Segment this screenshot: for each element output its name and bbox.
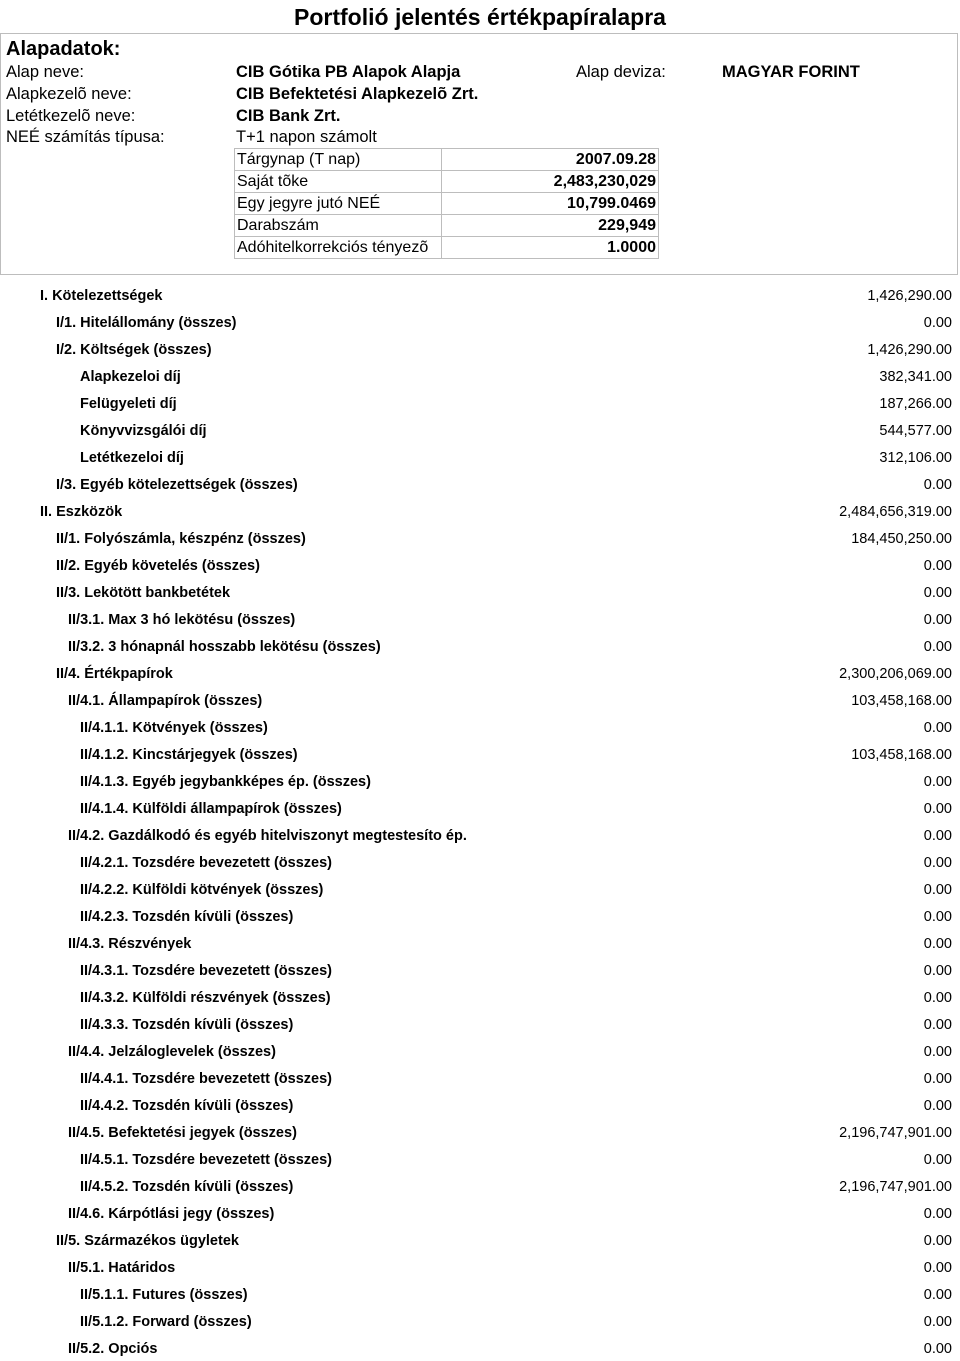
list-item [56, 1229, 952, 1253]
list-item [80, 905, 952, 929]
list-item [80, 1175, 952, 1199]
fund-name-label: Alap neve: [6, 63, 84, 81]
row-label: II/4.3.1. Tozsdére bevezetett (összes) [80, 963, 332, 979]
table-cell-label: Egy jegyre jutó NEÉ [235, 193, 442, 215]
row-label: II/4.5.2. Tozsdén kívüli (összes) [80, 1179, 294, 1195]
row-label: II/4.5. Befektetési jegyek (összes) [68, 1125, 297, 1141]
table-row [235, 215, 659, 237]
row-value: 0.00 [923, 1314, 952, 1330]
list-item [56, 581, 952, 605]
row-label: II/4.1.4. Külföldi állampapírok (összes) [80, 801, 342, 817]
row-label: II/4.2.1. Tozsdére bevezetett (összes) [80, 855, 332, 871]
row-label: II/4.3.3. Tozsdén kívüli (összes) [80, 1017, 294, 1033]
list-item [80, 1013, 952, 1037]
row-value: 2,196,747,901.00 [839, 1179, 952, 1195]
list-item [80, 1148, 952, 1172]
list-item [68, 635, 952, 659]
table-cell-value: 1.0000 [442, 237, 659, 259]
row-value: 187,266.00 [879, 396, 952, 412]
list-item [80, 851, 952, 875]
list-item [68, 1337, 952, 1361]
list-item [56, 554, 952, 578]
row-label: I. Kötelezettségek [40, 288, 163, 304]
row-value: 2,196,747,901.00 [839, 1125, 952, 1141]
row-label: II/3.2. 3 hónapnál hosszabb lekötésu (összes) [68, 639, 381, 655]
table-cell-value: 229,949 [442, 215, 659, 237]
list-item [80, 986, 952, 1010]
row-label: II/4.3. Részvények [68, 936, 192, 952]
nav-type-value: T+1 napon számolt [236, 128, 377, 146]
row-value: 382,341.00 [879, 369, 952, 385]
list-item [80, 959, 952, 983]
row-value: 0.00 [923, 720, 952, 736]
list-item [68, 1121, 952, 1145]
row-value: 0.00 [923, 1044, 952, 1060]
row-value: 0.00 [923, 855, 952, 871]
row-label: I/1. Hitelállomány (összes) [56, 315, 237, 331]
table-row [235, 237, 659, 259]
row-label: Alapkezeloi díj [80, 369, 181, 385]
list-item [40, 500, 952, 524]
list-item [68, 1202, 952, 1226]
table-cell-value: 10,799.0469 [442, 193, 659, 215]
fund-name-value: CIB Gótika PB Alapok Alapja [236, 63, 461, 81]
row-value: 0.00 [923, 1017, 952, 1033]
basic-data-heading: Alapadatok: [6, 38, 121, 60]
row-value: 0.00 [923, 1260, 952, 1276]
custodian-value: CIB Bank Zrt. [236, 107, 341, 125]
row-value: 0.00 [923, 558, 952, 574]
list-item [80, 1067, 952, 1091]
page-title: Portfolió jelentés értékpapíralapra [294, 4, 666, 30]
row-value: 0.00 [923, 1233, 952, 1249]
currency-value: MAGYAR FORINT [722, 63, 860, 81]
row-label: II/4.2.3. Tozsdén kívüli (összes) [80, 909, 294, 925]
row-value: 0.00 [923, 774, 952, 790]
list-item [80, 797, 952, 821]
list-item [68, 1040, 952, 1064]
list-item [80, 365, 952, 389]
row-value: 0.00 [923, 1071, 952, 1087]
row-value: 544,577.00 [879, 423, 952, 439]
row-value: 0.00 [923, 1341, 952, 1357]
table-cell-label: Tárgynap (T nap) [235, 149, 442, 171]
table-cell-label: Saját tõke [235, 171, 442, 193]
row-value: 0.00 [923, 612, 952, 628]
row-label: II/4.4. Jelzáloglevelek (összes) [68, 1044, 276, 1060]
row-label: II/4.1.2. Kincstárjegyek (összes) [80, 747, 298, 763]
row-value: 184,450,250.00 [851, 531, 952, 547]
list-item [80, 1094, 952, 1118]
table-cell-label: Darabszám [235, 215, 442, 237]
list-item [56, 338, 952, 362]
row-value: 0.00 [923, 1206, 952, 1222]
list-item [80, 419, 952, 443]
row-value: 0.00 [923, 639, 952, 655]
row-label: II. Eszközök [40, 504, 123, 520]
list-item [56, 473, 952, 497]
row-label: II/4.2.2. Külföldi kötvények (összes) [80, 882, 324, 898]
list-item [56, 311, 952, 335]
list-item [80, 743, 952, 767]
table-row [235, 171, 659, 193]
list-item [80, 1310, 952, 1334]
row-label: II/5.1. Határidos [68, 1260, 176, 1276]
row-label: Felügyeleti díj [80, 396, 177, 412]
row-label: II/4.2. Gazdálkodó és egyéb hitelviszonyt megtestesíto ép. [68, 828, 467, 844]
list-item [80, 446, 952, 470]
list-item [40, 284, 952, 308]
row-label: II/5. Származékos ügyletek [56, 1233, 239, 1249]
row-value: 0.00 [923, 936, 952, 952]
list-item [56, 527, 952, 551]
row-label: II/3.1. Max 3 hó lekötésu (összes) [68, 612, 296, 628]
row-label: II/4.6. Kárpótlási jegy (összes) [68, 1206, 275, 1222]
table-cell-value: 2007.09.28 [442, 149, 659, 171]
row-value: 0.00 [923, 801, 952, 817]
manager-label: Alapkezelõ neve: [6, 85, 132, 103]
row-value: 0.00 [923, 828, 952, 844]
row-value: 2,300,206,069.00 [839, 666, 952, 682]
list-item [68, 932, 952, 956]
row-label: II/4.1. Állampapírok (összes) [68, 693, 263, 709]
list-item [80, 1283, 952, 1307]
row-value: 0.00 [923, 909, 952, 925]
table-cell-value: 2,483,230,029 [442, 171, 659, 193]
row-label: Letétkezeloi díj [80, 450, 184, 466]
row-label: II/4.5.1. Tozsdére bevezetett (összes) [80, 1152, 332, 1168]
row-value: 312,106.00 [879, 450, 952, 466]
nav-type-label: NEÉ számítás típusa: [6, 128, 165, 146]
row-label: II/4.4.1. Tozsdére bevezetett (összes) [80, 1071, 332, 1087]
row-label: II/5.1.1. Futures (összes) [80, 1287, 248, 1303]
custodian-label: Letétkezelõ neve: [6, 107, 136, 125]
row-value: 2,484,656,319.00 [839, 504, 952, 520]
row-label: Könyvvizsgálói díj [80, 423, 207, 439]
key-figures-table [234, 148, 659, 259]
row-label: II/3. Lekötött bankbetétek [56, 585, 231, 601]
list-item [68, 608, 952, 632]
row-label: II/4.3.2. Külföldi részvények (összes) [80, 990, 331, 1006]
row-value: 0.00 [923, 963, 952, 979]
row-label: II/2. Egyéb követelés (összes) [56, 558, 260, 574]
table-row [235, 149, 659, 171]
row-label: II/4.1.1. Kötvények (összes) [80, 720, 268, 736]
list-item [80, 770, 952, 794]
currency-label: Alap deviza: [576, 63, 666, 81]
row-label: I/3. Egyéb kötelezettségek (összes) [56, 477, 298, 493]
list-item [68, 824, 952, 848]
row-value: 0.00 [923, 990, 952, 1006]
row-label: II/4. Értékpapírok [56, 666, 173, 682]
row-value: 1,426,290.00 [867, 288, 952, 304]
row-value: 103,458,168.00 [851, 747, 952, 763]
list-item [80, 392, 952, 416]
table-row [235, 193, 659, 215]
row-label: II/4.4.2. Tozsdén kívüli (összes) [80, 1098, 294, 1114]
table-cell-label: Adóhitelkorrekciós tényezõ [235, 237, 442, 259]
row-label: I/2. Költségek (összes) [56, 342, 212, 358]
row-value: 1,426,290.00 [867, 342, 952, 358]
row-value: 0.00 [923, 882, 952, 898]
row-value: 0.00 [923, 1152, 952, 1168]
row-value: 0.00 [923, 585, 952, 601]
list-item [80, 878, 952, 902]
list-item [68, 1256, 952, 1280]
row-label: II/1. Folyószámla, készpénz (összes) [56, 531, 306, 547]
list-item [56, 662, 952, 686]
row-value: 0.00 [923, 1098, 952, 1114]
row-label: II/5.1.2. Forward (összes) [80, 1314, 252, 1330]
list-item [80, 716, 952, 740]
row-label: II/4.1.3. Egyéb jegybankképes ép. (összes) [80, 774, 371, 790]
row-value: 0.00 [923, 315, 952, 331]
row-value: 103,458,168.00 [851, 693, 952, 709]
manager-value: CIB Befektetési Alapkezelõ Zrt. [236, 85, 479, 103]
list-item [68, 689, 952, 713]
row-label: II/5.2. Opciós [68, 1341, 158, 1357]
row-value: 0.00 [923, 477, 952, 493]
row-value: 0.00 [923, 1287, 952, 1303]
